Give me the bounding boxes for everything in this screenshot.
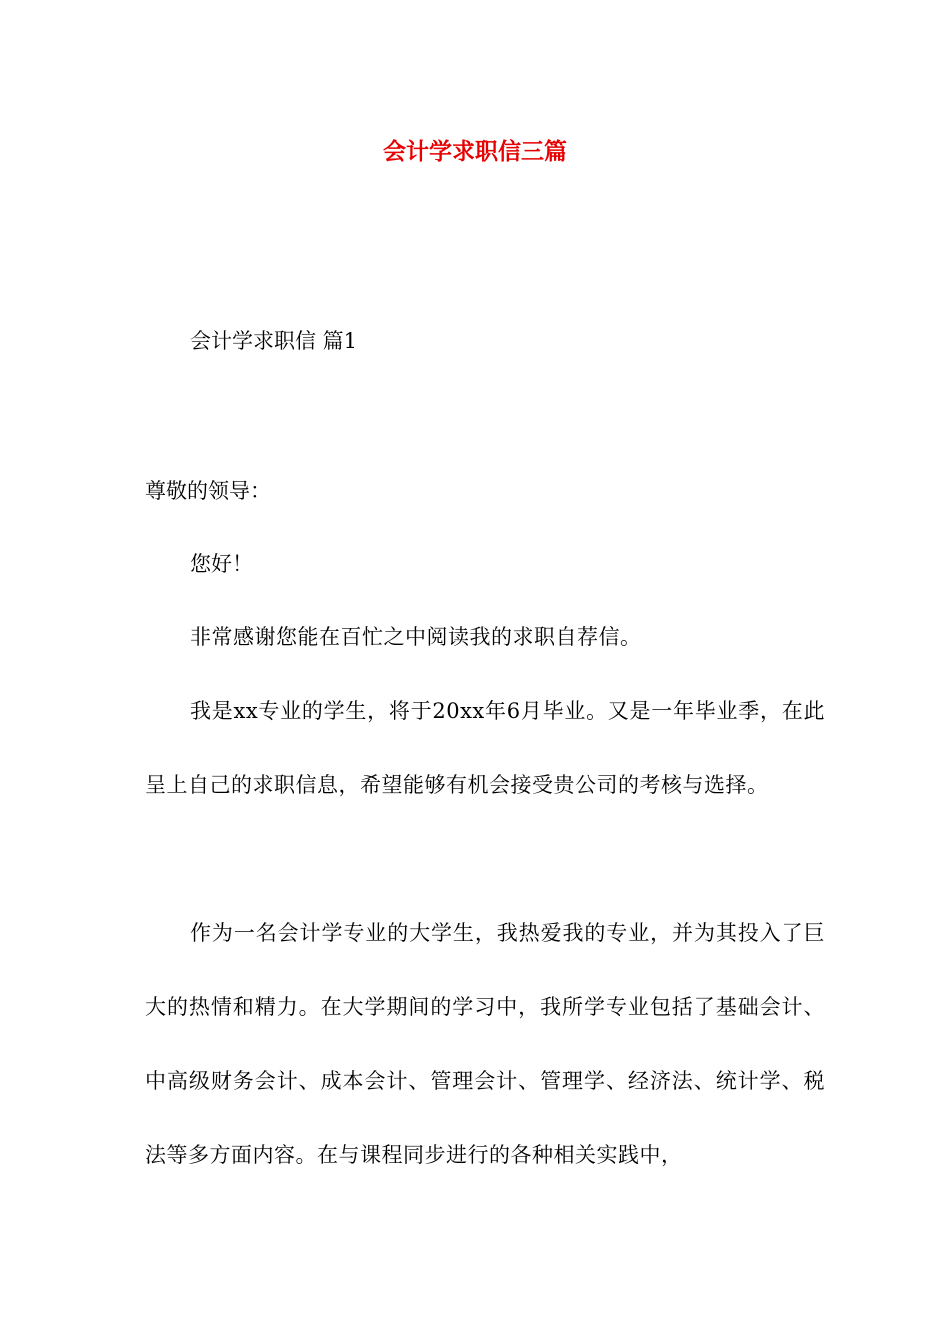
document-title: 会计学求职信三篇 xyxy=(383,138,567,165)
salutation: 尊敬的领导： xyxy=(145,479,271,503)
paragraph-2: 我是xx专业的学生，将于20xx年6月毕业。又是一年毕业季，在此呈上自己的求职信息，希望能够有机会接受贵公司的考核与选择。 xyxy=(145,699,825,797)
greeting: 您好！ xyxy=(190,552,253,576)
paragraph-1: 非常感谢您能在百忙之中阅读我的求职自荐信。 xyxy=(190,625,642,649)
paragraph-3: 作为一名会计学专业的大学生，我热爱我的专业，并为其投入了巨大的热情和精力。在大学期间的学习中，我所学专业包括了基础会计、中高级财务会计、成本会计、管理会计、管理学、经济法、统计学、税法等多方面内容。在与课程同步进行的各种相关实践中， xyxy=(145,921,825,1167)
section-heading: 会计学求职信 篇1 xyxy=(190,329,358,353)
